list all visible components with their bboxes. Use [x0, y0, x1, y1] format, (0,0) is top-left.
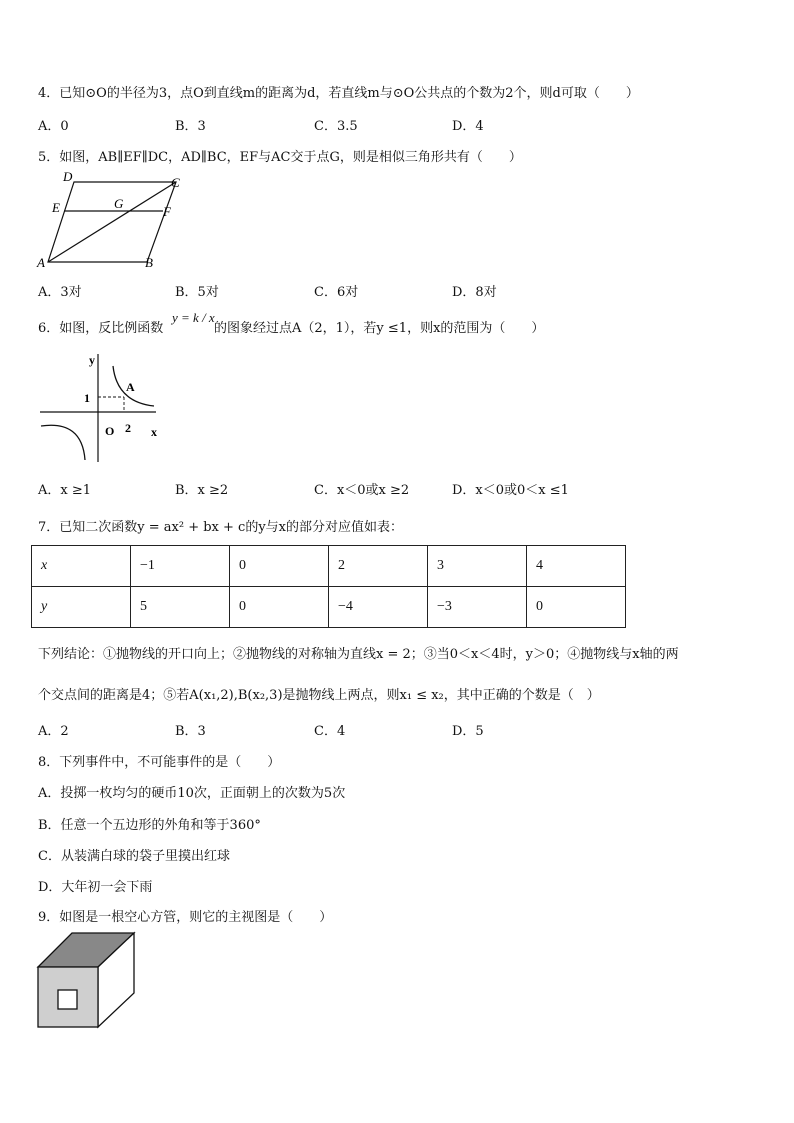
question-6-option-c: C．x＜0或x ≥2: [314, 483, 410, 498]
question-7-option-c: C．4: [314, 724, 346, 739]
axis-label-y: y: [89, 353, 95, 367]
fraction-text: y = k / x: [172, 310, 215, 325]
table-cell: −4: [329, 587, 428, 628]
question-7-option-d: D．5: [452, 724, 484, 739]
question-6-option-b: B．x ≥2: [175, 483, 229, 498]
axis-label-x: x: [151, 425, 157, 439]
tick-label-2: 2: [125, 421, 131, 435]
question-6-fraction: [172, 310, 215, 325]
table-cell: −3: [428, 587, 527, 628]
question-8-option-c: C．从装满白球的袋子里摸出红球: [38, 849, 230, 864]
question-4-option-b: B．3: [175, 119, 206, 134]
question-7-conclusions-line-1: 下列结论：①抛物线的开口向上；②抛物线的对称轴为直线x = 2；③当0＜x＜4时，y＞0；④抛物线与x轴的两: [38, 647, 679, 662]
label-b: B: [145, 255, 153, 270]
question-5-option-c: C．6对: [314, 285, 359, 300]
question-7-conclusions-line-2: 个交点间的距离是4；⑤若A(x₁,2),B(x₂,3)是抛物线上两点，则x₁ ≤ x₂，其中正确的个数是（ ）: [38, 688, 600, 703]
question-4-option-a: A．0: [38, 119, 69, 134]
label-f: F: [163, 204, 171, 219]
question-7-stem: 7．已知二次函数y = ax² + bx + c的y与x的部分对应值如表：: [38, 520, 403, 535]
question-6-option-d: D．x＜0或0＜x ≤1: [452, 483, 569, 498]
question-8-option-d: D．大年初一会下雨: [38, 880, 153, 895]
question-4-stem: 4．已知⊙O的半径为3，点O到直线m的距离为d，若直线m与⊙O公共点的个数为2个，则d可取（ ）: [38, 86, 639, 101]
table-row: [32, 587, 626, 628]
question-6-option-a: A．x ≥1: [38, 483, 92, 498]
table-cell: 0: [230, 546, 329, 587]
label-a: A: [37, 255, 45, 270]
point-label-a: A: [126, 380, 135, 394]
tick-label-1: 1: [84, 391, 90, 405]
hyperbola-graph: [38, 348, 168, 466]
table-row: [32, 546, 626, 587]
question-5-option-d: D．8对: [452, 285, 497, 300]
label-d: D: [63, 170, 73, 184]
question-4-option-c: C．3.5: [314, 119, 358, 134]
origin-label: O: [105, 424, 115, 438]
table-cell: 5: [131, 587, 230, 628]
question-5-option-b: B．5对: [175, 285, 219, 300]
question-7-option-b: B．3: [175, 724, 206, 739]
table-cell: 0: [527, 587, 626, 628]
question-8-option-a: A．投掷一枚均匀的硬币10次，正面朝上的次数为5次: [38, 786, 346, 801]
label-e: E: [52, 200, 60, 215]
question-8-stem: 8．下列事件中，不可能事件的是（ ）: [38, 755, 281, 770]
label-c: C: [171, 175, 180, 190]
question-5-option-a: A．3对: [38, 285, 82, 300]
label-g: G: [114, 196, 124, 211]
question-4-option-d: D．4: [452, 119, 484, 134]
question-7-option-a: A．2: [38, 724, 69, 739]
table-cell: x: [32, 546, 131, 587]
question-5-stem: 5．如图，AB∥EF∥DC，AD∥BC，EF与AC交于点G，则是相似三角形共有（ ）: [38, 150, 522, 165]
parallelogram-figure: [30, 170, 190, 270]
question-8-option-b: B．任意一个五边形的外角和等于360°: [38, 818, 261, 833]
table-cell: 0: [230, 587, 329, 628]
question-6-stem-prefix: 6．如图，反比例函数: [38, 321, 164, 336]
question-6-stem-suffix: 的图象经过点A（2，1），若y ≤1，则x的范围为（ ）: [214, 321, 545, 336]
table-cell: 2: [329, 546, 428, 587]
table-cell: y: [32, 587, 131, 628]
table-cell: 3: [428, 546, 527, 587]
question-9-stem: 9．如图是一根空心方管，则它的主视图是（ ）: [38, 910, 333, 925]
value-table: [31, 545, 626, 628]
table-cell: −1: [131, 546, 230, 587]
hollow-square-tube-figure: [36, 930, 140, 1032]
table-cell: 4: [527, 546, 626, 587]
